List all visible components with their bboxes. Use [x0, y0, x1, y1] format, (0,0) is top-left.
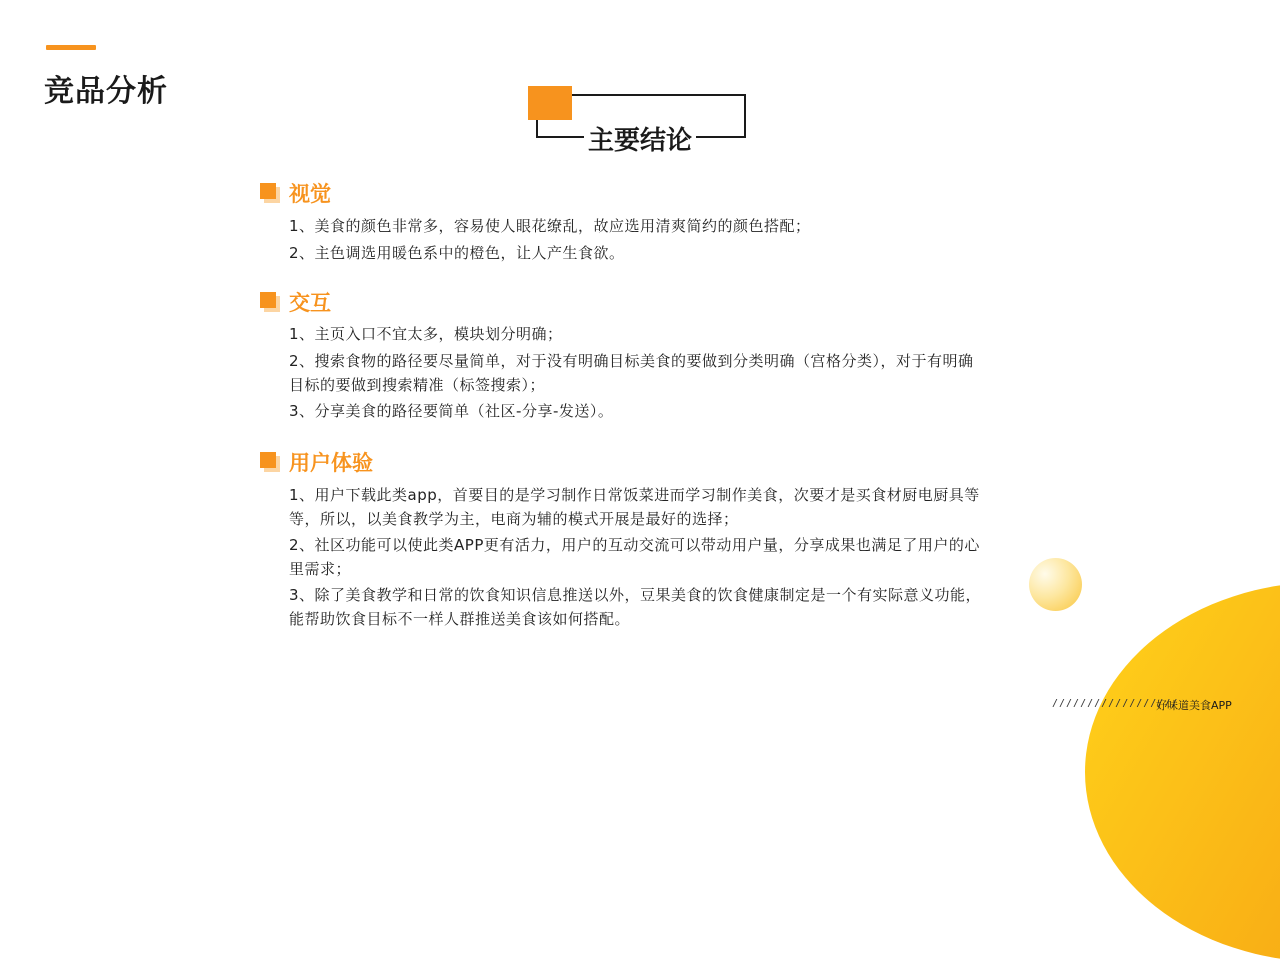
list-item: 1、用户下载此类app，首要目的是学习制作日常饭菜进而学习制作美食，次要才是买食材厨电厨具等等，所以，以美食教学为主，电商为辅的模式开展是最好的选择； — [289, 486, 980, 528]
square-bullet-icon — [260, 183, 282, 205]
conclusion-title: 主要结论 — [584, 120, 696, 157]
conclusion-heading-box — [528, 86, 746, 156]
list-item: 2、搜索食物的路径要尽量简单，对于没有明确目标美食的要做到分类明确（宫格分类），对于有明确目标的要做到搜索精准（标签搜索）； — [289, 352, 974, 394]
decorative-yellow-blob — [1085, 582, 1280, 962]
title-accent-bar — [46, 45, 96, 50]
footer-app-name: 好味道美食APP — [1156, 699, 1232, 712]
conclusion-frame-right — [744, 94, 746, 138]
decorative-gradient-circle — [1029, 558, 1082, 611]
conclusion-orange-block — [528, 86, 572, 120]
section-title: 视觉 — [289, 182, 331, 206]
footer-slashes: ////////////////// — [1052, 698, 1179, 709]
conclusion-frame-top — [572, 94, 746, 96]
list-item: 1、美食的颜色非常多，容易使人眼花缭乱，故应选用清爽简约的颜色搭配； — [289, 217, 811, 235]
page-title: 竞品分析 — [44, 74, 168, 109]
square-bullet-icon — [260, 452, 282, 474]
square-bullet-icon — [260, 292, 282, 314]
list-item: 3、除了美食教学和日常的饮食知识信息推送以外，豆果美食的饮食健康制定是一个有实际意义功能，能帮助饮食目标不一样人群推送美食该如何搭配。 — [289, 586, 982, 628]
list-item: 2、主色调选用暖色系中的橙色，让人产生食欲。 — [289, 244, 625, 262]
list-item: 3、分享美食的路径要简单（社区-分享-发送）。 — [289, 402, 614, 420]
section-title: 交互 — [289, 291, 331, 315]
list-item: 2、社区功能可以使此类APP更有活力，用户的互动交流可以带动用户量，分享成果也满足了用户的心里需求； — [289, 536, 980, 578]
section-title: 用户体验 — [289, 451, 373, 475]
list-item: 1、主页入口不宜太多，模块划分明确； — [289, 325, 563, 343]
